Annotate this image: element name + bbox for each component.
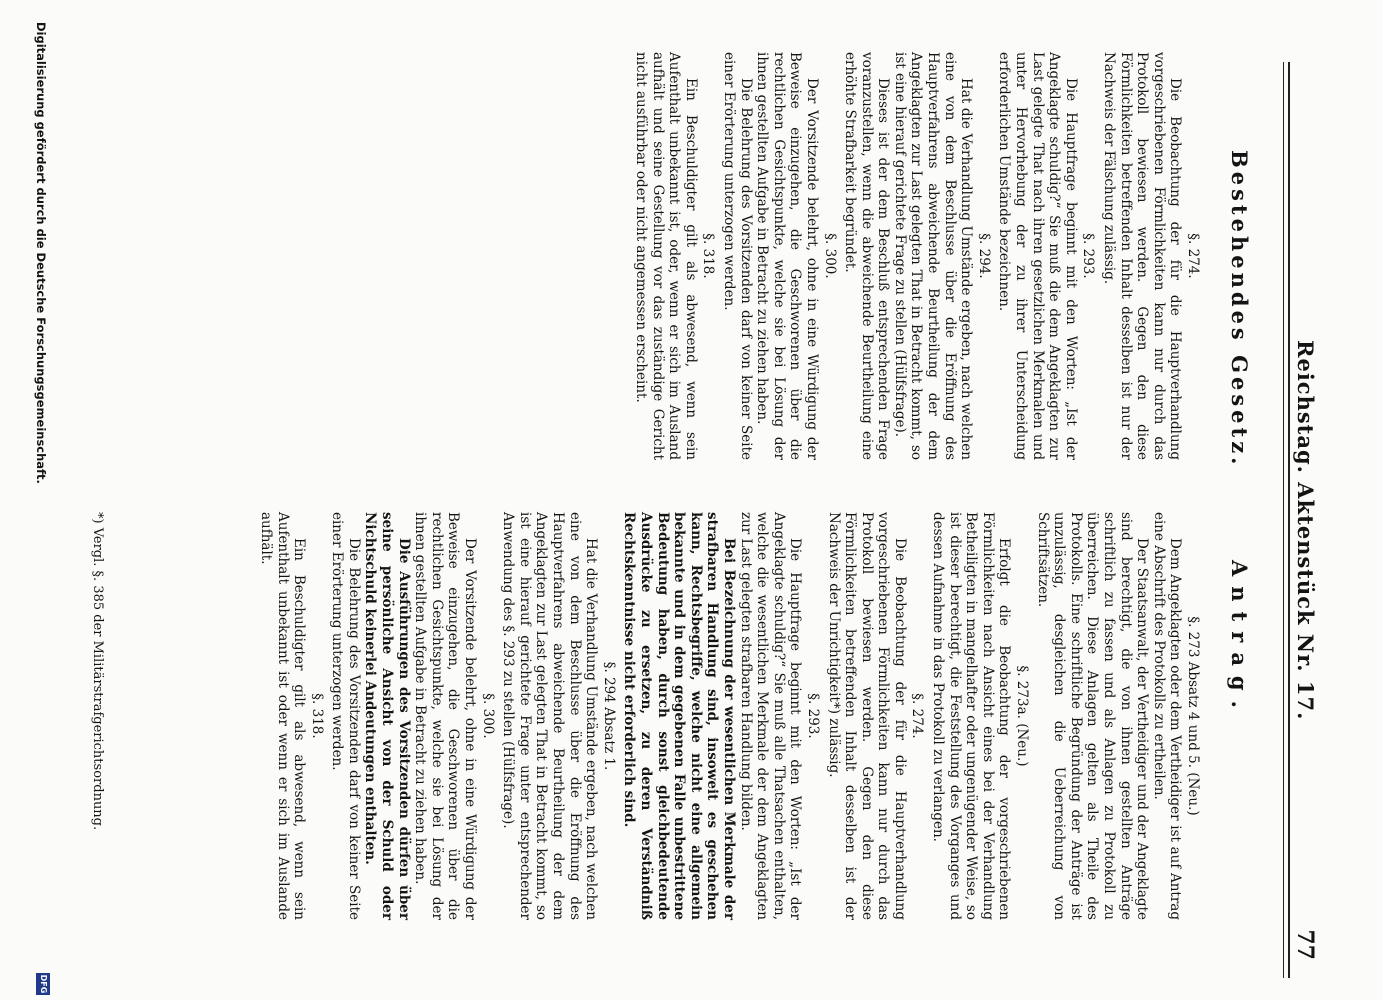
right-column-heading: Antrag. (1227, 560, 1252, 718)
header-rule (1283, 62, 1290, 978)
section-number: §. 294. (975, 233, 992, 279)
paragraph: Die Belehrung des Vorsitzenden darf von keiner Seite einer Erörterung unterzogen werden. (720, 52, 754, 460)
section-number: §. 293. (804, 693, 821, 739)
section-number: §. 293. (1080, 233, 1097, 279)
paragraph: Die Belehrung des Vorsitzenden darf von keiner Seite einer Erörterung unterzogen werden. (329, 512, 362, 920)
paragraph: Hat die Verhandlung Umstände ergeben, nach welchen eine von dem Beschlusse über die Eröffnung des Hauptverfahrens abweichende Beurtheilung der dem Angeklagten zur Last gelegten That in Betracht kommt, so ist eine hierauf gerichtete Frage unter entsprechender Anwendung des §. 293 zu stellen (Hülfsfrage). (500, 512, 600, 920)
section-number: §. 294 Absatz 1. (600, 661, 617, 771)
paragraph: Ein Beschuldigter gilt als abwesend, wenn sein Aufenthalt unbekannt ist, oder, wenn er sich im Ausland aufhält und seine Gestellung vor das zuständige Gericht nicht ausführbar oder nicht angemessen erscheint. (633, 52, 699, 460)
paragraph: Hat die Verhandlung Umstände ergeben, nach welchen eine von dem Beschlusse über die Eröffnung des Hauptverfahrens abweichende Beurtheilung der dem Angeklagten zur Last gelegten That in Betracht kommt, so ist eine hierauf gerichtete Frage zu stellen (Hülfsfrage). (891, 52, 975, 460)
footnote: *) Vergl. §. 385 der Militärstrafgerichtsordnung. (90, 512, 105, 831)
bold-paragraph: Die Ausführungen des Vorsitzenden dürfen über seine persönliche Ansicht von der Schuld oder Nichtschuld keinerlei Andeutungen enthalten. (362, 512, 412, 920)
paragraph: Erfolgt die Beobachtung der vorgeschriebenen Förmlichkeiten nach Ansicht eines bei der Verhandlung Betheiligten in mangelhafter oder ungenügender Weise, so ist dieser berechtigt, die Feststellung des Vorganges und dessen Aufnahme in das Protokoll zu verlangen. (930, 512, 1013, 920)
left-column-heading: Bestehendes Gesetz. (1227, 150, 1252, 469)
paragraph: Der Vorsitzende belehrt, ohne in eine Würdigung der Beweise einzugehen, die Geschworenen über die rechtlichen Gesichtspunkte, welche sie bei Lösung der ihnen gestellten Aufgabe in Betracht zu ziehen haben. (412, 512, 479, 920)
journal-header: Reichstag. Aktenstück Nr. 17. (1293, 340, 1318, 721)
right-column-proposal (257, 512, 1205, 920)
section-number: §. 273a. (Neu.) (1014, 665, 1031, 767)
paragraph: Der Vorsitzende belehrt, ohne in eine Würdigung der Beweise einzugehen, die Geschworenen über die rechtlichen Gesichtspunkte, welche sie bei Lösung der ihnen gestellten Aufgabe in Betracht zu ziehen haben. (754, 52, 820, 460)
section-number: §. 318. (308, 693, 325, 739)
left-column-existing-law (632, 52, 1205, 460)
paragraph: Die Hauptfrage beginnt mit den Worten: „Ist der Angeklagte schuldig?“ Sie muß die dem Angeklagten zur Last gelegte That nach ihren gesetzlichen Merkmalen und unter Hervorhebung der zu ihrer Unterscheidung erforderlichen Umstände bezeichnen. (996, 52, 1079, 460)
paragraph: Die Beobachtung der für die Hauptverhandlung vorgeschriebenen Förmlichkeiten kann nur durch das Protokoll bewiesen werden. Gegen den diese Förmlichkeiten betreffenden Inhalt desselben ist nur der Nachweis der Fälschung zulässig. (1101, 52, 1184, 460)
paragraph: Dieses ist der dem Beschluß entsprechenden Frage voranzustellen, wenn die abweichende Beurtheilung eine erhöhte Strafbarkeit begründet. (842, 52, 892, 460)
paragraph: Dem Angeklagten oder dem Vertheidiger ist auf Antrag eine Abschrift des Protokolls zu ertheilen. (1150, 512, 1184, 920)
scanned-page (20, 0, 1320, 1000)
paragraph: Die Hauptfrage beginnt mit den Worten: „Ist der Angeklagte schuldig?“ Sie muß alle Thatsachen enthalten, welche die wesentlichen Merkmale der dem Angeklagten zur Last gelegten strafbaren Handlung bilden. (737, 512, 804, 920)
section-number: §. 274. (1185, 233, 1201, 279)
section-number: §. 273 Absatz 4 und 5. (Neu.) (1185, 616, 1201, 816)
page-number: 77 (1292, 929, 1318, 960)
section-number: §. 300. (479, 693, 496, 739)
section-number: §. 274. (909, 693, 926, 739)
digitization-credit: Digitalisierung gefördert durch die Deutsche Forschungsgemeinschaft. (34, 22, 48, 484)
bold-paragraph: Bei Bezeichnung der wesentlichen Merkmale der strafbaren Handlung sind, insoweit es geschehen kann, Rechtsbegriffe, welche nicht eine allgemein bekannte und in dem gegebenen Falle unbestrittene Bedeutung haben, durch sonst gleichbedeutende Ausdrücke zu ersetzen, zu deren Verständniß Rechtskenntnisse nicht erforderlich sind. (621, 512, 737, 920)
dfg-logo: DFG (36, 973, 50, 995)
section-number: §. 300. (821, 233, 838, 279)
paragraph: Ein Beschuldigter gilt als abwesend, wenn sein Aufenthalt unbekannt ist oder wenn er sich im Auslande aufhält. (257, 512, 308, 920)
section-number: §. 318. (700, 233, 717, 279)
digitization-sidebar (28, 0, 50, 1000)
paragraph: Der Staatsanwalt, der Vertheidiger und der Angeklagte sind berechtigt, die von ihnen gestellten Anträge schriftlich zu fassen und als Anlagen zu Protokoll zu überreichen. Diese Anlagen gelten als Theile des Protokolls. Eine schriftliche Begründung der Anträge ist unzulässig, desgleichen die Ueberreichung von Schriftsätzen. (1034, 512, 1151, 920)
paragraph: Die Beobachtung der für die Hauptverhandlung vorgeschriebenen Förmlichkeiten kann nur durch das Protokoll bewiesen werden. Gegen den diese Förmlichkeiten betreffenden Inhalt desselben ist der Nachweis der Unrichtigkeit*) zulässig. (825, 512, 908, 920)
